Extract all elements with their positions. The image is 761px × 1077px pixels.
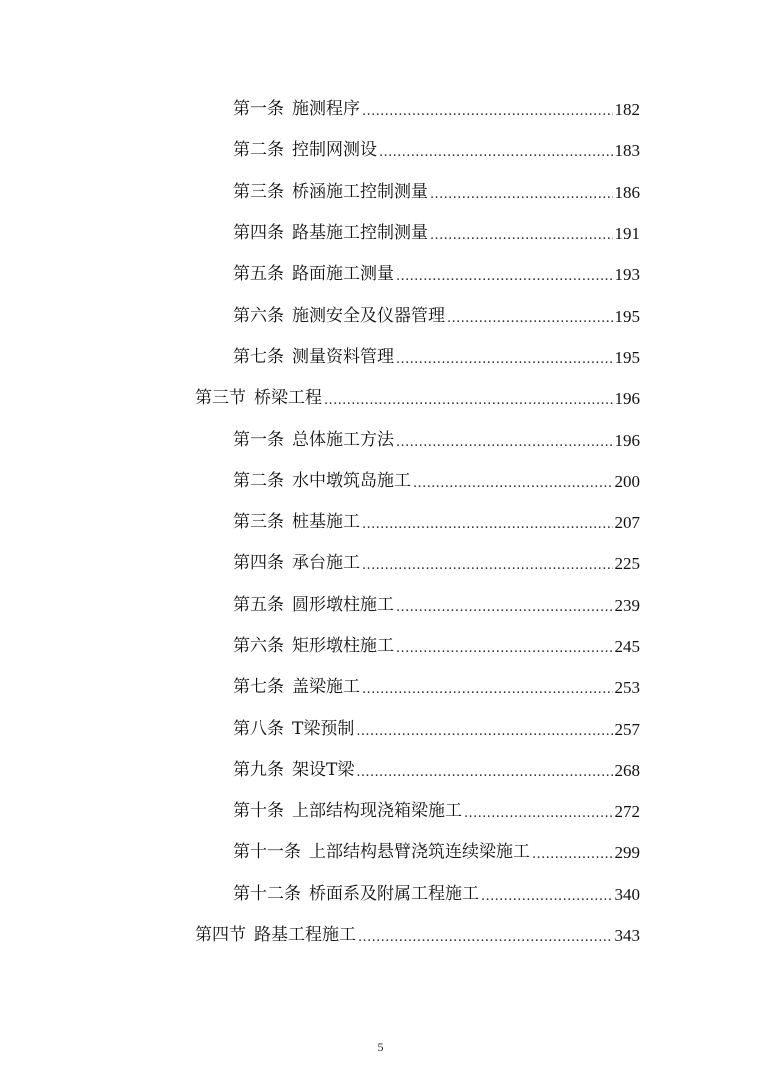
toc-section-entry[interactable] <box>0 378 761 419</box>
toc-dot-leader <box>413 477 613 490</box>
toc-entry-number: 第一条 <box>233 429 284 450</box>
toc-dot-leader <box>532 848 613 861</box>
toc-entry-title: 测量资料管理 <box>292 346 394 367</box>
toc-entry-number: 第九条 <box>233 759 284 780</box>
toc-dot-leader <box>396 353 613 366</box>
toc-article-entry[interactable] <box>0 874 761 915</box>
toc-entry-page: 239 <box>614 595 640 615</box>
toc-article-entry[interactable] <box>0 543 761 584</box>
toc-entry-line <box>233 667 640 708</box>
toc-entry-number: 第六条 <box>233 305 284 326</box>
toc-dot-leader <box>362 105 613 118</box>
toc-entry-title: 矩形墩柱施工 <box>292 636 394 656</box>
toc-dot-leader <box>356 725 612 738</box>
toc-entry-page: 182 <box>614 100 640 120</box>
toc-entry-page: 268 <box>614 760 640 780</box>
toc-entry-line <box>233 874 640 915</box>
toc-entry-page: 196 <box>614 389 640 409</box>
toc-entry-line <box>233 419 640 460</box>
toc-entry-number: 第七条 <box>233 346 284 367</box>
toc-dot-leader <box>447 312 613 325</box>
toc-dot-leader <box>358 931 613 944</box>
toc-entry-line <box>233 213 640 254</box>
toc-entry-page: 196 <box>614 430 640 450</box>
toc-entry-title: 施测安全及仪器管理 <box>292 305 445 326</box>
toc-entry-title: 上部结构现浇箱梁施工 <box>292 801 462 822</box>
toc-entry-number: 第二条 <box>233 140 284 161</box>
toc-dot-leader <box>324 394 613 407</box>
toc-entry-title: 桩基施工 <box>292 512 360 533</box>
toc-entry-line <box>233 89 640 130</box>
toc-entry-line <box>233 626 640 667</box>
toc-entry-number: 第三条 <box>233 181 284 202</box>
toc-entry-page: 193 <box>614 265 640 285</box>
toc-entry-number: 第七条 <box>233 677 284 698</box>
toc-entry-number: 第十条 <box>233 801 284 822</box>
toc-dot-leader <box>464 807 613 820</box>
toc-entry-line <box>233 172 640 213</box>
toc-article-entry[interactable] <box>0 130 761 171</box>
toc-entry-number: 第八条 <box>233 718 284 739</box>
toc-entry-title: 路面施工测量 <box>292 264 394 285</box>
toc-entry-number: 第一条 <box>233 99 284 120</box>
toc-article-entry[interactable] <box>0 461 761 502</box>
toc-entry-title: 桥面系及附属工程施工 <box>309 883 479 904</box>
toc-article-entry[interactable] <box>0 791 761 832</box>
toc-article-entry[interactable] <box>0 89 761 130</box>
toc-entry-title: 路基施工控制测量 <box>292 223 428 244</box>
toc-article-entry[interactable] <box>0 254 761 295</box>
toc-entry-line <box>195 915 640 956</box>
toc-article-entry[interactable] <box>0 213 761 254</box>
toc-entry-title: 总体施工方法 <box>292 429 394 450</box>
toc-article-entry[interactable] <box>0 502 761 543</box>
toc-entry-title: 水中墩筑岛施工 <box>292 470 411 491</box>
toc-entry-page: 195 <box>614 347 640 367</box>
toc-dot-leader <box>362 683 613 696</box>
toc-dot-leader <box>430 188 613 201</box>
toc-entry-page: 299 <box>614 843 640 863</box>
toc-dot-leader <box>379 146 613 159</box>
toc-dot-leader <box>362 518 613 531</box>
toc-article-entry[interactable] <box>0 172 761 213</box>
toc-entry-number: 第四节 <box>195 925 246 946</box>
toc-entry-page: 340 <box>614 884 640 904</box>
toc-article-entry[interactable] <box>0 708 761 749</box>
toc-entry-page: 195 <box>614 306 640 326</box>
toc-section-entry[interactable] <box>0 915 761 956</box>
toc-entry-line <box>233 791 640 832</box>
toc-entry-page: 272 <box>614 802 640 822</box>
toc-entry-line <box>233 337 640 378</box>
toc-entry-title: 施测程序 <box>292 99 360 120</box>
toc-entry-page: 257 <box>614 719 640 739</box>
toc-entry-line <box>233 461 640 502</box>
toc-entry-number: 第四条 <box>233 223 284 244</box>
toc-article-entry[interactable] <box>0 832 761 873</box>
toc-entry-number: 第五条 <box>233 264 284 285</box>
toc-dot-leader <box>362 559 613 572</box>
toc-entry-title: 承台施工 <box>292 553 360 574</box>
toc-entry-page: 225 <box>614 554 640 574</box>
toc-entry-line <box>233 708 640 749</box>
toc-entry-number: 第二条 <box>233 470 284 491</box>
toc-entry-title: 圆形墩柱施工 <box>292 594 394 615</box>
page-number: 5 <box>377 1040 384 1054</box>
toc-entry-title: 路基工程施工 <box>254 925 356 946</box>
toc-entry-page: 200 <box>614 471 640 491</box>
toc-entry-page: 186 <box>614 182 640 202</box>
toc-dot-leader <box>356 766 612 779</box>
toc-article-entry[interactable] <box>0 419 761 460</box>
toc-entry-number: 第三条 <box>233 512 284 533</box>
toc-entry-title: 盖梁施工 <box>292 677 360 698</box>
toc-article-entry[interactable] <box>0 667 761 708</box>
toc-article-entry[interactable] <box>0 585 761 626</box>
toc-entry-page: 191 <box>614 224 640 244</box>
toc-dot-leader <box>396 642 613 655</box>
toc-entry-page: 183 <box>614 141 640 161</box>
toc-entry-line <box>233 130 640 171</box>
toc-article-entry[interactable] <box>0 750 761 791</box>
toc-article-entry[interactable] <box>0 626 761 667</box>
toc-entry-page: 207 <box>614 513 640 533</box>
toc-entry-title: 上部结构悬臂浇筑连续梁施工 <box>309 842 530 863</box>
toc-entry-number: 第六条 <box>233 636 284 656</box>
toc-entry-page: 245 <box>614 637 640 656</box>
toc-dot-leader <box>396 436 613 449</box>
toc-entry-line <box>233 750 640 791</box>
toc-entry-title: 控制网测设 <box>292 140 377 161</box>
toc-dot-leader <box>396 270 613 283</box>
toc-entry-page: 253 <box>614 678 640 698</box>
toc-entry-line <box>233 254 640 295</box>
toc-entry-title: T梁预制 <box>292 718 355 739</box>
toc-entry-title: 架设T梁 <box>292 759 355 780</box>
toc-entry-number: 第三节 <box>195 388 246 409</box>
toc-entry-line <box>233 832 640 873</box>
toc-entry-page: 343 <box>614 926 640 946</box>
toc-entry-line <box>233 295 640 336</box>
toc-entry-title: 桥梁工程 <box>254 388 322 409</box>
toc-article-entry[interactable] <box>0 295 761 336</box>
table-of-contents <box>0 89 761 956</box>
toc-dot-leader <box>430 229 613 242</box>
toc-entry-number: 第四条 <box>233 553 284 574</box>
toc-entry-title: 桥涵施工控制测量 <box>292 181 428 202</box>
toc-entry-line <box>233 585 640 626</box>
toc-entry-line <box>233 502 640 543</box>
toc-article-entry[interactable] <box>0 337 761 378</box>
toc-entry-number: 第十一条 <box>233 842 301 863</box>
toc-dot-leader <box>396 601 613 614</box>
toc-dot-leader <box>481 890 613 903</box>
toc-entry-number: 第五条 <box>233 594 284 615</box>
toc-entry-line <box>195 378 640 419</box>
toc-entry-number: 第十二条 <box>233 883 301 904</box>
toc-entry-line <box>233 543 640 584</box>
